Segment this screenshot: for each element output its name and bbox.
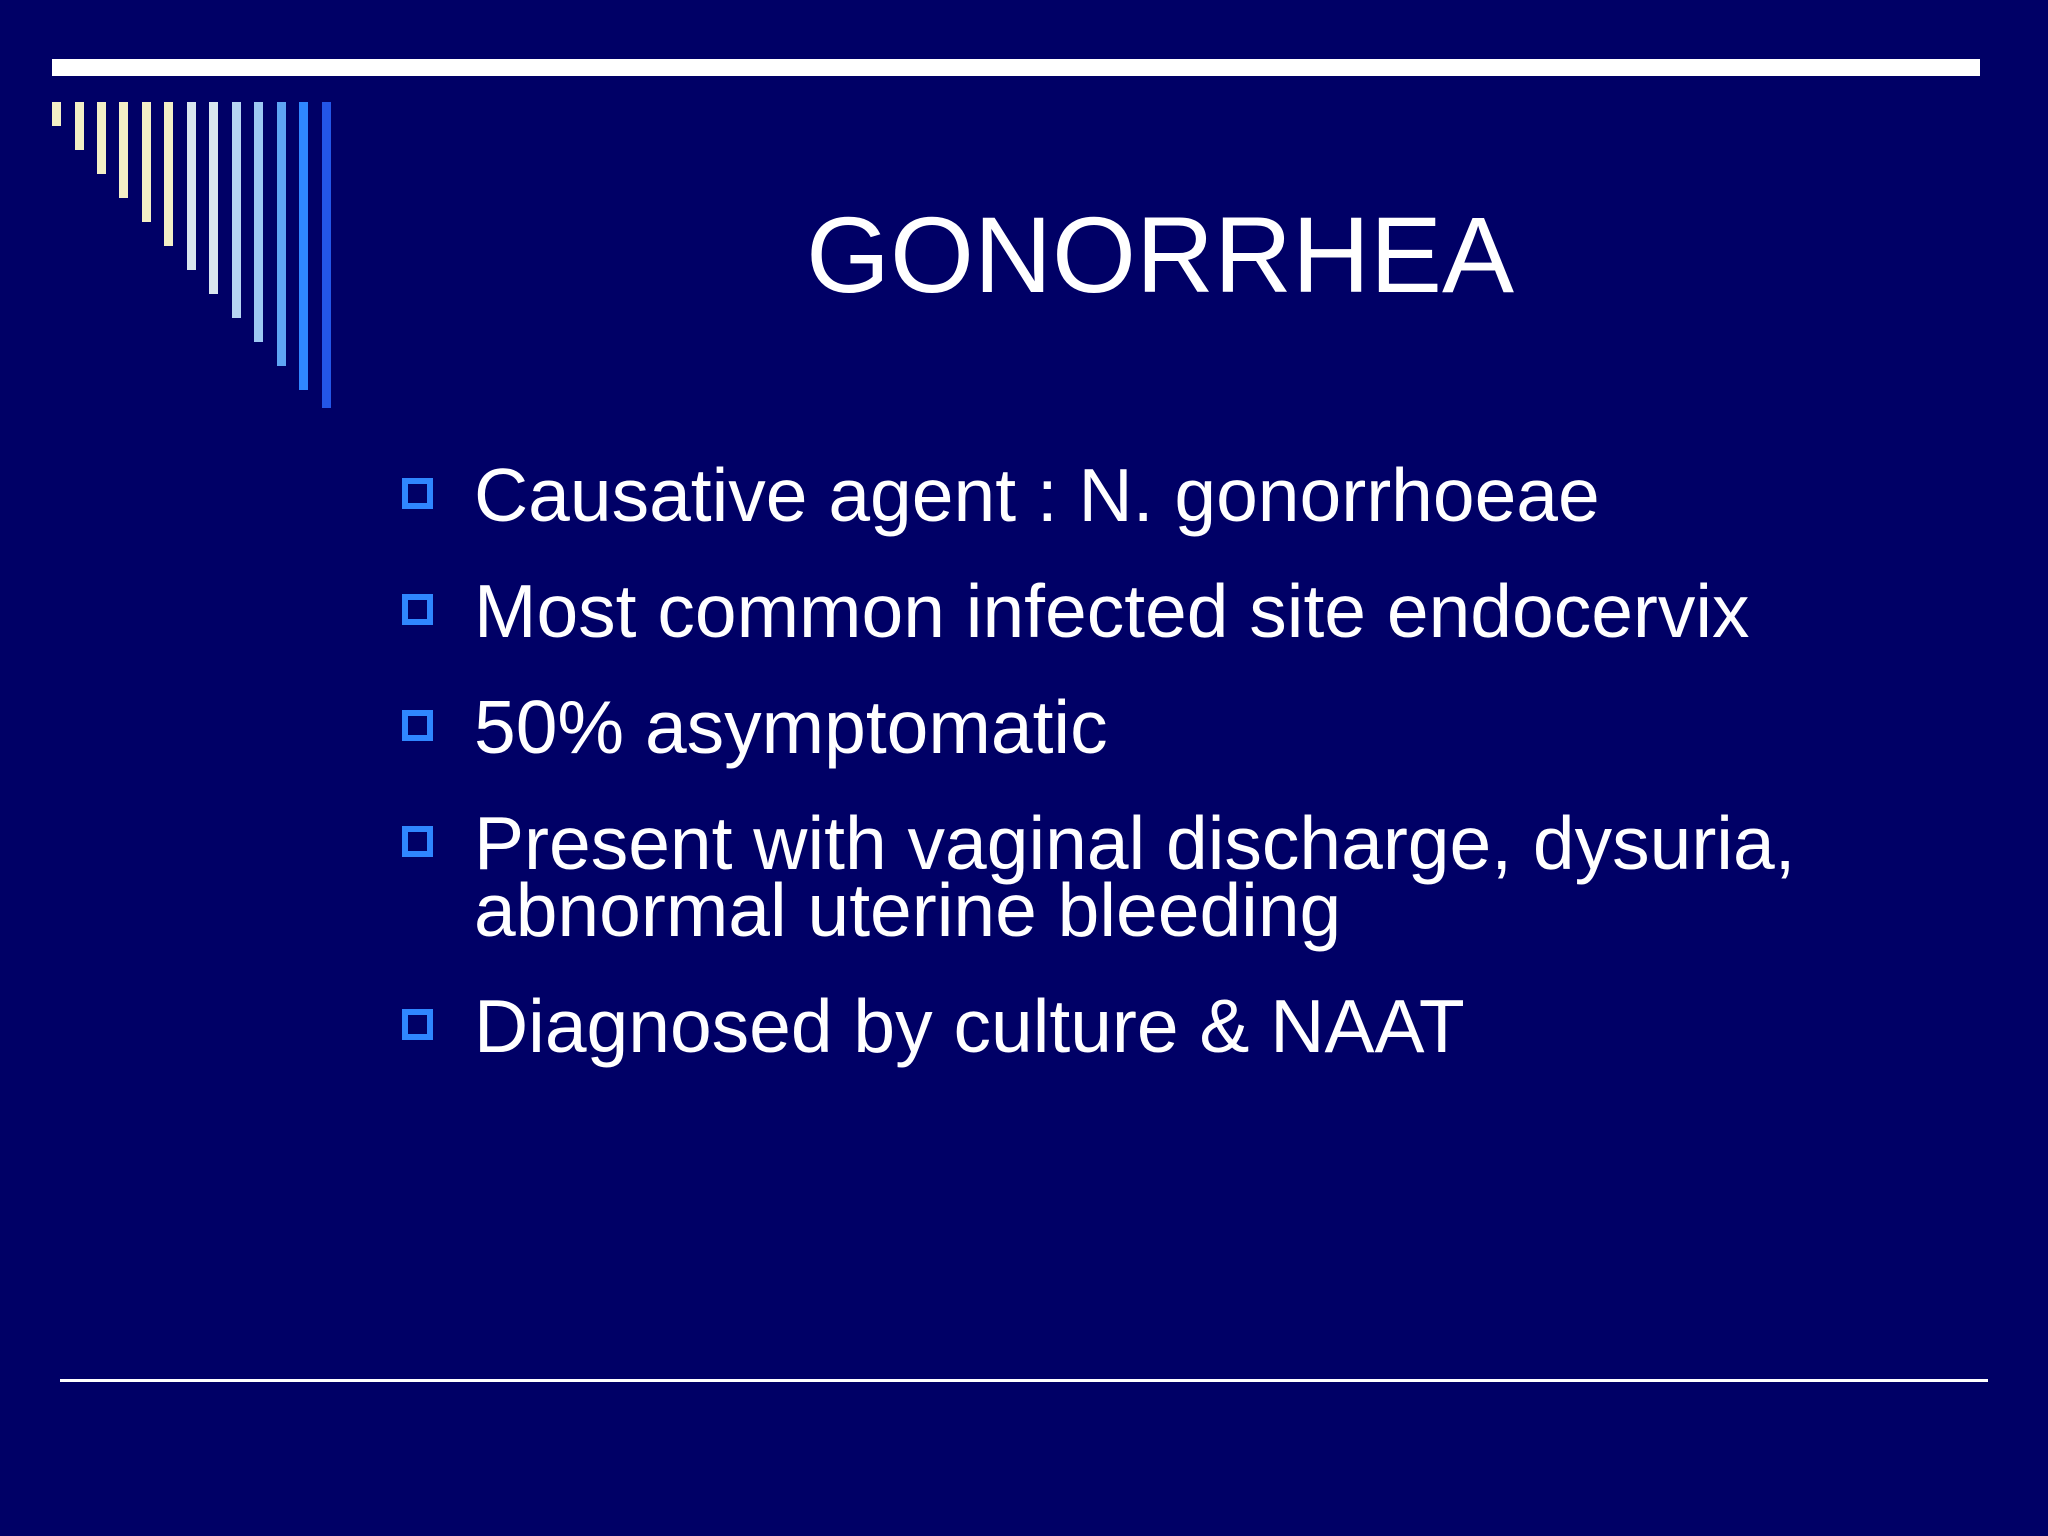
hollow-square-bullet-icon <box>402 710 433 741</box>
bottom-divider <box>60 1379 1988 1382</box>
stripe-6 <box>164 102 173 246</box>
stripe-3 <box>97 102 106 174</box>
slide-title: GONORRHEA <box>805 194 1515 315</box>
stripe-1 <box>52 102 61 126</box>
bullet-item <box>400 569 1960 653</box>
bullet-text: 50% asymptomatic <box>474 685 1108 769</box>
top-divider <box>52 59 1980 76</box>
stripe-12 <box>299 102 308 390</box>
bullet-text: Causative agent : N. gonorrhoeae <box>474 453 1600 537</box>
stripe-13 <box>322 102 331 408</box>
bullet-text: Present with vaginal discharge, dysuria, abnormal uterine bleeding <box>474 801 1796 952</box>
hollow-square-bullet-icon <box>402 826 433 857</box>
decorative-stripes <box>0 0 340 420</box>
bullet-text: Most common infected site endocervix <box>474 569 1750 653</box>
bullet-item <box>400 984 1960 1068</box>
stripe-8 <box>209 102 218 294</box>
stripe-10 <box>254 102 263 342</box>
stripe-11 <box>277 102 286 366</box>
bullet-item <box>400 453 1960 537</box>
bullet-item <box>400 685 1960 769</box>
stripe-4 <box>119 102 128 198</box>
hollow-square-bullet-icon <box>402 478 433 509</box>
bullet-item <box>400 801 1960 952</box>
stripe-5 <box>142 102 151 222</box>
stripe-7 <box>187 102 196 270</box>
bullet-text: Diagnosed by culture & NAAT <box>474 984 1465 1068</box>
hollow-square-bullet-icon <box>402 594 433 625</box>
bullet-list <box>400 453 1960 1109</box>
stripe-9 <box>232 102 241 318</box>
hollow-square-bullet-icon <box>402 1009 433 1040</box>
stripe-2 <box>75 102 84 150</box>
